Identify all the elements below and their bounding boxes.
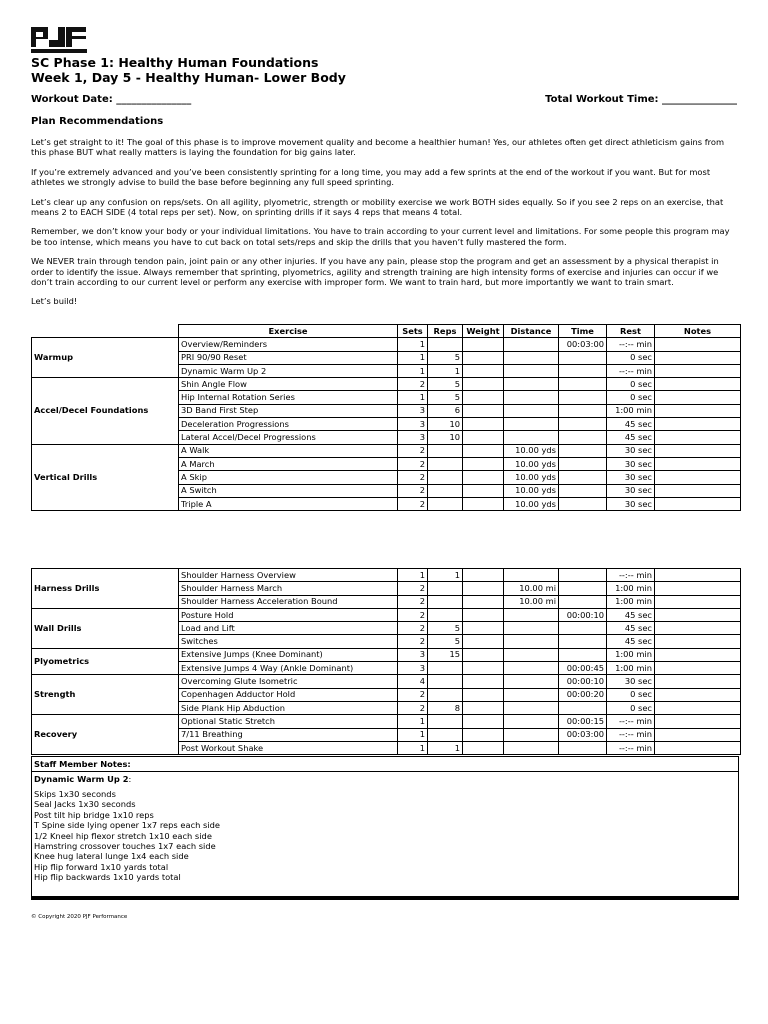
cell-sets: 2 xyxy=(398,608,428,621)
cell-notes xyxy=(655,457,741,470)
cell-reps: 1 xyxy=(428,364,463,377)
cell-distance xyxy=(504,701,559,714)
pjf-performance-logo xyxy=(31,27,87,53)
cell-exercise: Shoulder Harness Acceleration Bound xyxy=(179,595,398,608)
cell-exercise: Optional Static Stretch xyxy=(179,715,398,728)
cell-distance xyxy=(504,728,559,741)
cell-notes xyxy=(655,497,741,510)
plan-recommendations-text xyxy=(31,137,741,316)
cell-time xyxy=(559,457,607,470)
cell-weight xyxy=(463,701,504,714)
cell-rest: 1:00 min xyxy=(607,662,655,675)
cell-time xyxy=(559,582,607,595)
cell-exercise: A Skip xyxy=(179,471,398,484)
cell-weight xyxy=(463,741,504,754)
cell-notes xyxy=(655,351,741,364)
cell-exercise: Post Workout Shake xyxy=(179,741,398,754)
cell-weight xyxy=(463,569,504,582)
cell-notes xyxy=(655,688,741,701)
cell-notes xyxy=(655,418,741,431)
cell-notes xyxy=(655,431,741,444)
total-workout-time-field: Total Workout Time: _______________ xyxy=(545,94,737,105)
cell-notes xyxy=(655,338,741,351)
column-header-weight: Weight xyxy=(463,325,504,338)
cell-rest: 0 sec xyxy=(607,378,655,391)
cell-reps: 5 xyxy=(428,635,463,648)
cell-exercise: Side Plank Hip Abduction xyxy=(179,701,398,714)
cell-time xyxy=(559,378,607,391)
table-row xyxy=(32,569,741,582)
page-subtitle: Week 1, Day 5 - Healthy Human- Lower Body xyxy=(31,70,346,85)
cell-exercise: 7/11 Breathing xyxy=(179,728,398,741)
cell-sets: 2 xyxy=(398,595,428,608)
cell-sets: 1 xyxy=(398,391,428,404)
group-label: Recovery xyxy=(32,715,179,755)
column-header-distance: Distance xyxy=(504,325,559,338)
cell-reps: 10 xyxy=(428,431,463,444)
cell-distance xyxy=(504,404,559,417)
cell-notes xyxy=(655,728,741,741)
group-label: Wall Drills xyxy=(32,608,179,648)
cell-rest: 45 sec xyxy=(607,622,655,635)
cell-rest: 0 sec xyxy=(607,391,655,404)
note-item: Post tilt hip bridge 1x10 reps xyxy=(34,809,154,820)
cell-time: 00:00:20 xyxy=(559,688,607,701)
cell-exercise: A March xyxy=(179,457,398,470)
cell-notes xyxy=(655,595,741,608)
cell-sets: 1 xyxy=(398,728,428,741)
cell-notes xyxy=(655,582,741,595)
cell-reps xyxy=(428,595,463,608)
note-item: Seal Jacks 1x30 seconds xyxy=(34,799,136,810)
cell-exercise: PRI 90/90 Reset xyxy=(179,351,398,364)
table-header-row xyxy=(32,325,741,338)
cell-sets: 2 xyxy=(398,622,428,635)
cell-rest: 45 sec xyxy=(607,635,655,648)
cell-time xyxy=(559,497,607,510)
cell-reps: 1 xyxy=(428,569,463,582)
cell-distance: 10.00 mi xyxy=(504,595,559,608)
cell-rest: --:-- min xyxy=(607,728,655,741)
cell-exercise: Lateral Accel/Decel Progressions xyxy=(179,431,398,444)
cell-distance xyxy=(504,741,559,754)
cell-time xyxy=(559,569,607,582)
cell-sets: 1 xyxy=(398,741,428,754)
group-label: Vertical Drills xyxy=(32,444,179,510)
cell-time xyxy=(559,444,607,457)
cell-exercise: Extensive Jumps (Knee Dominant) xyxy=(179,648,398,661)
cell-distance xyxy=(504,569,559,582)
cell-time xyxy=(559,471,607,484)
cell-rest: --:-- min xyxy=(607,569,655,582)
page-title: SC Phase 1: Healthy Human Foundations xyxy=(31,55,319,70)
table-row xyxy=(32,715,741,728)
table-row xyxy=(32,444,741,457)
cell-sets: 3 xyxy=(398,431,428,444)
cell-time xyxy=(559,418,607,431)
cell-time xyxy=(559,648,607,661)
cell-weight xyxy=(463,595,504,608)
cell-exercise: Extensive Jumps 4 Way (Ankle Dominant) xyxy=(179,662,398,675)
cell-sets: 2 xyxy=(398,457,428,470)
cell-rest: 30 sec xyxy=(607,444,655,457)
note-item: Hip flip backwards 1x10 yards total xyxy=(34,872,181,883)
cell-notes xyxy=(655,484,741,497)
cell-sets: 1 xyxy=(398,569,428,582)
cell-weight xyxy=(463,404,504,417)
header-blank xyxy=(32,325,179,338)
cell-distance: 10.00 mi xyxy=(504,582,559,595)
cell-notes xyxy=(655,569,741,582)
footer-divider xyxy=(31,896,739,900)
cell-reps xyxy=(428,497,463,510)
note-item: T Spine side lying opener 1x7 reps each side xyxy=(34,820,221,831)
cell-time xyxy=(559,484,607,497)
cell-weight xyxy=(463,622,504,635)
cell-time xyxy=(559,364,607,377)
cell-notes xyxy=(655,715,741,728)
cell-reps xyxy=(428,662,463,675)
cell-reps: 6 xyxy=(428,404,463,417)
cell-notes xyxy=(655,608,741,621)
cell-distance: 10.00 yds xyxy=(504,497,559,510)
cell-weight xyxy=(463,378,504,391)
cell-rest: --:-- min xyxy=(607,364,655,377)
cell-time xyxy=(559,741,607,754)
cell-weight xyxy=(463,608,504,621)
note-item: Skips 1x30 seconds xyxy=(34,789,116,799)
column-header-exercise: Exercise xyxy=(179,325,398,338)
cell-sets: 2 xyxy=(398,635,428,648)
cell-rest: --:-- min xyxy=(607,338,655,351)
note-item: Hamstring crossover touches 1x7 each side xyxy=(34,841,216,852)
group-label: Strength xyxy=(32,675,179,715)
cell-exercise: Switches xyxy=(179,635,398,648)
cell-weight xyxy=(463,635,504,648)
cell-weight xyxy=(463,418,504,431)
cell-exercise: Copenhagen Adductor Hold xyxy=(179,688,398,701)
table-row xyxy=(32,648,741,661)
cell-weight xyxy=(463,444,504,457)
table-row xyxy=(32,675,741,688)
cell-exercise: 3D Band First Step xyxy=(179,404,398,417)
group-label: Plyometrics xyxy=(32,648,179,675)
cell-exercise: Overcoming Glute Isometric xyxy=(179,675,398,688)
cell-notes xyxy=(655,662,741,675)
cell-rest: --:-- min xyxy=(607,715,655,728)
note-item: Knee hug lateral lunge 1x4 each side xyxy=(34,851,189,862)
cell-time xyxy=(559,595,607,608)
cell-sets: 2 xyxy=(398,582,428,595)
cell-sets: 4 xyxy=(398,675,428,688)
cell-rest: 1:00 min xyxy=(607,595,655,608)
cell-time xyxy=(559,635,607,648)
cell-rest: 30 sec xyxy=(607,675,655,688)
cell-distance xyxy=(504,351,559,364)
cell-weight xyxy=(463,471,504,484)
cell-sets: 2 xyxy=(398,497,428,510)
plan-paragraph: We NEVER train through tendon pain, joint pain or any other injuries. If you have any pain, please stop the program and get an assessment by a physical therapist in order to identify the issue. Always remember that sprinting, plyometrics, agility and strength training are high intensity forms of exercise and injuries can occur if we don’t train according to our current level or perform any exercise with improper form. We want to train hard, but more importantly we want to train smart. xyxy=(31,256,719,288)
cell-time xyxy=(559,431,607,444)
cell-weight xyxy=(463,662,504,675)
cell-reps xyxy=(428,444,463,457)
cell-reps xyxy=(428,338,463,351)
cell-sets: 2 xyxy=(398,688,428,701)
cell-exercise: Shoulder Harness Overview xyxy=(179,569,398,582)
cell-reps xyxy=(428,728,463,741)
cell-distance: 10.00 yds xyxy=(504,471,559,484)
column-header-sets: Sets xyxy=(398,325,428,338)
cell-time: 00:03:00 xyxy=(559,338,607,351)
cell-reps xyxy=(428,715,463,728)
cell-reps: 5 xyxy=(428,351,463,364)
cell-reps: 15 xyxy=(428,648,463,661)
cell-rest: 0 sec xyxy=(607,351,655,364)
group-label: Warmup xyxy=(32,338,179,378)
cell-sets: 3 xyxy=(398,648,428,661)
cell-distance xyxy=(504,391,559,404)
cell-exercise: Shin Angle Flow xyxy=(179,378,398,391)
cell-rest: 45 sec xyxy=(607,431,655,444)
cell-notes xyxy=(655,391,741,404)
cell-time xyxy=(559,391,607,404)
cell-time xyxy=(559,351,607,364)
cell-weight xyxy=(463,391,504,404)
cell-reps xyxy=(428,675,463,688)
cell-sets: 1 xyxy=(398,351,428,364)
cell-reps: 5 xyxy=(428,622,463,635)
cell-time: 00:00:10 xyxy=(559,675,607,688)
notes-section-heading: Dynamic Warm Up 2: xyxy=(34,774,132,784)
cell-sets: 1 xyxy=(398,364,428,377)
cell-weight xyxy=(463,728,504,741)
cell-time: 00:00:15 xyxy=(559,715,607,728)
cell-sets: 3 xyxy=(398,404,428,417)
cell-notes xyxy=(655,471,741,484)
column-header-notes: Notes xyxy=(655,325,741,338)
cell-notes xyxy=(655,741,741,754)
cell-weight xyxy=(463,715,504,728)
cell-reps: 1 xyxy=(428,741,463,754)
cell-sets: 1 xyxy=(398,338,428,351)
cell-time: 00:00:45 xyxy=(559,662,607,675)
cell-sets: 2 xyxy=(398,444,428,457)
cell-distance xyxy=(504,675,559,688)
cell-exercise: Dynamic Warm Up 2 xyxy=(179,364,398,377)
cell-rest: 0 sec xyxy=(607,688,655,701)
plan-paragraph: Remember, we don’t know your body or your individual limitations. You have to train according to your current level and limitations. For some people this program may be too intense, which means you have to cut back on total sets/reps and skip the drills that you haven’t fully mastered the form. xyxy=(31,226,730,247)
notes-list xyxy=(32,786,738,883)
cell-time: 00:00:10 xyxy=(559,608,607,621)
cell-time: 00:03:00 xyxy=(559,728,607,741)
cell-exercise: Posture Hold xyxy=(179,608,398,621)
cell-reps xyxy=(428,471,463,484)
cell-distance xyxy=(504,418,559,431)
cell-exercise: A Walk xyxy=(179,444,398,457)
cell-rest: 0 sec xyxy=(607,701,655,714)
cell-rest: 1:00 min xyxy=(607,404,655,417)
cell-distance xyxy=(504,688,559,701)
staff-notes-label: Staff Member Notes: xyxy=(32,757,738,772)
cell-reps: 5 xyxy=(428,378,463,391)
cell-notes xyxy=(655,675,741,688)
cell-distance: 10.00 yds xyxy=(504,457,559,470)
cell-distance xyxy=(504,662,559,675)
cell-time xyxy=(559,622,607,635)
column-header-rest: Rest xyxy=(607,325,655,338)
cell-rest: 30 sec xyxy=(607,497,655,510)
cell-exercise: Shoulder Harness March xyxy=(179,582,398,595)
cell-sets: 3 xyxy=(398,662,428,675)
cell-distance: 10.00 yds xyxy=(504,484,559,497)
workout-date-field: Workout Date: _______________ xyxy=(31,94,192,105)
cell-rest: 1:00 min xyxy=(607,648,655,661)
cell-rest: --:-- min xyxy=(607,741,655,754)
cell-weight xyxy=(463,675,504,688)
cell-distance xyxy=(504,715,559,728)
cell-distance xyxy=(504,431,559,444)
column-header-time: Time xyxy=(559,325,607,338)
plan-paragraph: Let’s clear up any confusion on reps/sets. On all agility, plyometric, strength or mobility exercise we work BOTH sides equally. So if you see 2 reps on an exercise, that means 2 to EACH SIDE (4 total reps per set). Now, on sprinting drills if it says 4 reps that means 4 total. xyxy=(31,196,724,218)
cell-exercise: Overview/Reminders xyxy=(179,338,398,351)
cell-sets: 2 xyxy=(398,471,428,484)
cell-exercise: Deceleration Progressions xyxy=(179,418,398,431)
cell-distance xyxy=(504,648,559,661)
cell-rest: 30 sec xyxy=(607,471,655,484)
cell-notes xyxy=(655,378,741,391)
copyright-text: © Copyright 2020 PJF Performance xyxy=(31,914,128,920)
cell-sets: 2 xyxy=(398,378,428,391)
cell-distance xyxy=(504,608,559,621)
cell-sets: 3 xyxy=(398,418,428,431)
note-item: 1/2 Kneel hip flexor stretch 1x10 each side xyxy=(34,830,212,841)
cell-weight xyxy=(463,351,504,364)
cell-reps: 5 xyxy=(428,391,463,404)
cell-exercise: Load and Lift xyxy=(179,622,398,635)
cell-distance xyxy=(504,378,559,391)
column-header-reps: Reps xyxy=(428,325,463,338)
cell-weight xyxy=(463,457,504,470)
cell-time xyxy=(559,404,607,417)
cell-distance xyxy=(504,622,559,635)
cell-notes xyxy=(655,701,741,714)
plan-paragraph: If you’re extremely advanced and you’ve been consistently sprinting for a long time, you may add a few sprints at the end of the workout if you want. But for most athletes we strongly advise to build the base before beginning any full speed sprinting. xyxy=(31,166,711,188)
cell-sets: 2 xyxy=(398,701,428,714)
table-row xyxy=(32,338,741,351)
cell-notes xyxy=(655,364,741,377)
cell-reps xyxy=(428,608,463,621)
cell-rest: 30 sec xyxy=(607,484,655,497)
note-item: Hip flip forward 1x10 yards total xyxy=(34,861,169,872)
exercise-table-bottom xyxy=(31,568,741,755)
plan-paragraph: Let’s get straight to it! The goal of this phase is to improve movement quality and become a healthier human! Yes, our athletes often get direct athleticism gains from this phase BUT what really matters is laying the foundation for big gains later. xyxy=(31,137,725,158)
cell-notes xyxy=(655,635,741,648)
cell-exercise: Hip Internal Rotation Series xyxy=(179,391,398,404)
cell-distance: 10.00 yds xyxy=(504,444,559,457)
cell-time xyxy=(559,701,607,714)
cell-reps xyxy=(428,582,463,595)
table-row xyxy=(32,378,741,391)
cell-notes xyxy=(655,404,741,417)
cell-weight xyxy=(463,338,504,351)
cell-sets: 1 xyxy=(398,715,428,728)
cell-reps: 10 xyxy=(428,418,463,431)
cell-weight xyxy=(463,582,504,595)
cell-rest: 30 sec xyxy=(607,457,655,470)
cell-exercise: Triple A xyxy=(179,497,398,510)
plan-heading: Plan Recommendations xyxy=(31,116,164,127)
cell-weight xyxy=(463,364,504,377)
cell-rest: 1:00 min xyxy=(607,582,655,595)
group-label: Accel/Decel Foundations xyxy=(32,378,179,444)
cell-distance xyxy=(504,364,559,377)
exercise-table-top xyxy=(31,324,741,511)
cell-reps xyxy=(428,484,463,497)
group-label: Harness Drills xyxy=(32,569,179,609)
cell-weight xyxy=(463,484,504,497)
cell-reps xyxy=(428,457,463,470)
cell-weight xyxy=(463,431,504,444)
staff-notes-box xyxy=(31,756,739,898)
cell-rest: 45 sec xyxy=(607,608,655,621)
cell-notes xyxy=(655,444,741,457)
cell-reps xyxy=(428,688,463,701)
cell-notes xyxy=(655,648,741,661)
cell-weight xyxy=(463,688,504,701)
table-row xyxy=(32,608,741,621)
cell-sets: 2 xyxy=(398,484,428,497)
cell-exercise: A Switch xyxy=(179,484,398,497)
cell-rest: 45 sec xyxy=(607,418,655,431)
plan-paragraph: Let’s build! xyxy=(31,296,78,307)
cell-notes xyxy=(655,622,741,635)
cell-distance xyxy=(504,635,559,648)
cell-weight xyxy=(463,648,504,661)
cell-distance xyxy=(504,338,559,351)
cell-reps: 8 xyxy=(428,701,463,714)
cell-weight xyxy=(463,497,504,510)
